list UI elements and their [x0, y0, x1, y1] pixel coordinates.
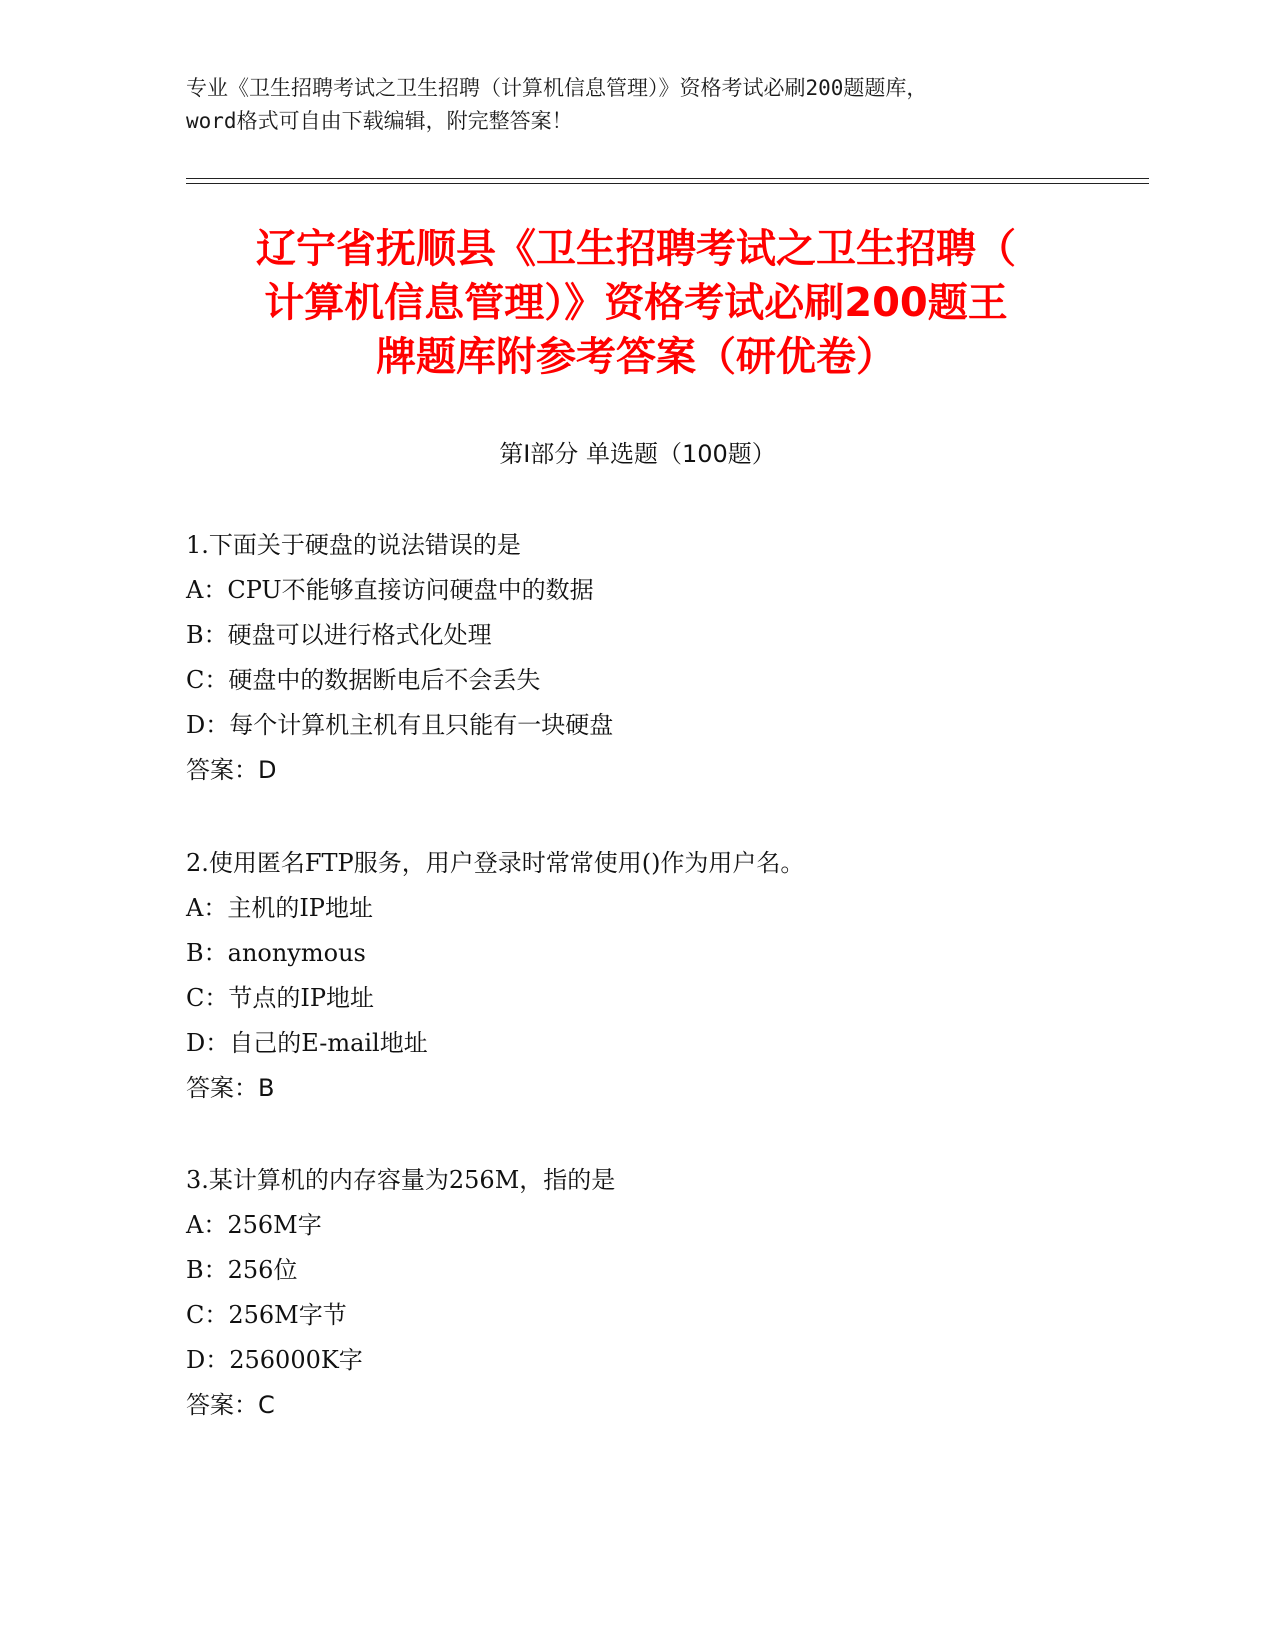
- header-note-line-1: 专业《卫生招聘考试之卫生招聘（计算机信息管理）》资格考试必刷200题题库，: [186, 76, 928, 100]
- section-heading: 第I部分 单选题（100题）: [499, 440, 776, 468]
- header-note: [186, 72, 1106, 138]
- question-2: [186, 841, 1086, 1111]
- option-b: B：anonymous: [186, 939, 366, 967]
- header-divider-bottom: [186, 183, 1149, 184]
- question-stem: 1.下面关于硬盘的说法错误的是: [186, 531, 521, 559]
- option-c: C：硬盘中的数据断电后不会丢失: [186, 666, 541, 694]
- answer-line: 答案：B: [186, 1074, 275, 1102]
- document-title-line-2: 计算机信息管理）》资格考试必刷200题王: [264, 280, 1008, 326]
- option-d: D：自己的E-mail地址: [186, 1029, 428, 1057]
- header-divider-top: [186, 178, 1149, 179]
- answer-line: 答案：C: [186, 1391, 275, 1419]
- option-c: C：256M字节: [186, 1301, 347, 1329]
- option-c: C：节点的IP地址: [186, 984, 374, 1012]
- question-stem: 2.使用匿名FTP服务，用户登录时常常使用()作为用户名。: [186, 849, 805, 877]
- question-1: [186, 523, 1086, 793]
- header-note-line-2: word格式可自由下载编辑，附完整答案！: [186, 109, 573, 133]
- option-a: A：主机的IP地址: [186, 894, 373, 922]
- option-d: D：每个计算机主机有且只能有一块硬盘: [186, 711, 614, 739]
- question-3: [186, 1158, 1086, 1428]
- question-stem: 3.某计算机的内存容量为256M，指的是: [186, 1166, 616, 1194]
- document-title: [186, 222, 1086, 384]
- option-d: D：256000K字: [186, 1346, 363, 1374]
- answer-line: 答案：D: [186, 756, 277, 784]
- document-title-line-3: 牌题库附参考答案（研优卷）: [376, 334, 896, 380]
- document-title-line-1: 辽宁省抚顺县《卫生招聘考试之卫生招聘（: [256, 226, 1016, 272]
- option-b: B：256位: [186, 1256, 298, 1284]
- option-b: B：硬盘可以进行格式化处理: [186, 621, 492, 649]
- option-a: A：CPU不能够直接访问硬盘中的数据: [186, 576, 594, 604]
- option-a: A：256M字: [186, 1211, 322, 1239]
